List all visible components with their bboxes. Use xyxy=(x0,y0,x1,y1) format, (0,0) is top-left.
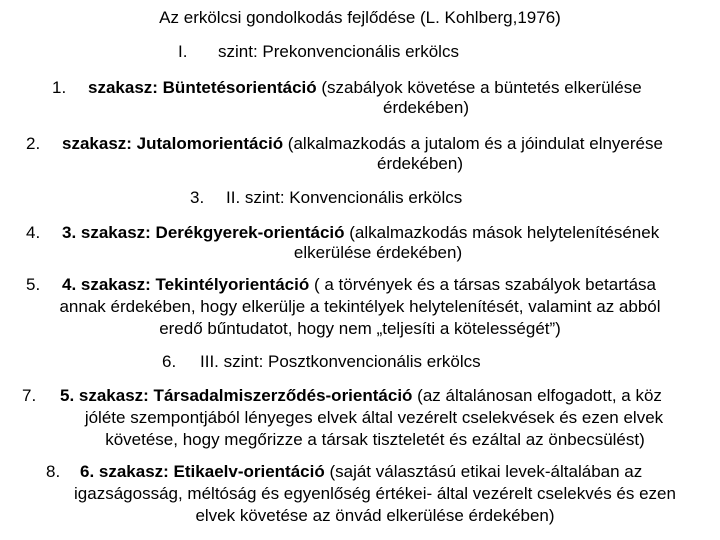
stage-1-name: szakasz: Büntetésorientáció xyxy=(88,78,317,97)
stage-6-line-3: elvek követése az önvád elkerülése érdekében) xyxy=(195,506,555,525)
stage-2-text xyxy=(62,134,663,154)
stage-4-line-3: eredő bűntudatot, hogy nem „teljesíti a kötelességét”) xyxy=(159,319,561,338)
stage-5-number: 7. xyxy=(22,386,37,405)
stage-5-desc: (az általánosan elfogadott, a köz xyxy=(412,386,662,405)
stage-6-text xyxy=(80,462,642,482)
level-1-heading: szint: Prekonvencionális erkölcs xyxy=(218,42,459,61)
stage-3-name: 3. szakasz: Derékgyerek-orientáció xyxy=(62,223,345,242)
stage-2-cont: érdekében) xyxy=(376,154,463,173)
stage-2-name: szakasz: Jutalomorientáció xyxy=(62,134,284,153)
stage-5-line-2: jóléte szempontjából lényeges elvek által vezérelt cselekvések és ezen elvek xyxy=(84,408,664,427)
stage-6-line-2: igazságosság, méltóság és egyenlőség értékei- által vezérelt cselekvés és ezen xyxy=(74,484,676,503)
stage-4-desc: ( a törvények és a társas szabályok betartása xyxy=(309,275,657,294)
stage-5-name: 5. szakasz: Társadalmiszerződés-orientáció xyxy=(60,386,413,405)
stage-3-desc: (alkalmazkodás mások helytelenítésének xyxy=(344,223,660,242)
stage-1-desc: (szabályok követése a büntetés elkerülése xyxy=(316,78,642,97)
stage-1-cont: érdekében) xyxy=(382,98,469,117)
level-2-number: 3. xyxy=(190,188,205,207)
stage-5-line-3: követése, hogy megőrizze a társak tiszteletét és ezáltal az önbecsülést) xyxy=(105,430,645,449)
title-text: Az erkölcsi gondolkodás fejlődése (L. Kohlberg,1976) xyxy=(159,8,561,27)
stage-6-name: 6. szakasz: Etikaelv-orientáció xyxy=(80,462,325,481)
stage-4-number: 5. xyxy=(26,275,41,294)
stage-4-line-2: annak érdekében, hogy elkerülje a tekintélyek helytelenítését, valamint az abból xyxy=(59,297,661,316)
level-3-number: 6. xyxy=(162,352,177,371)
stage-3-number: 4. xyxy=(26,223,41,242)
stage-2-number: 2. xyxy=(26,134,41,153)
stage-5-text xyxy=(60,386,662,406)
stage-1-number: 1. xyxy=(52,78,67,97)
level-2-heading: II. szint: Konvencionális erkölcs xyxy=(226,188,463,207)
stage-6-desc: (saját választású etikai levek-általában az xyxy=(324,462,643,481)
stage-1-text xyxy=(88,78,642,98)
stage-4-name: 4. szakasz: Tekintélyorientáció xyxy=(62,275,310,294)
stage-2-desc: (alkalmazkodás a jutalom és a jóindulat elnyerése xyxy=(283,134,663,153)
stage-6-number: 8. xyxy=(46,462,61,481)
level-3-heading: III. szint: Posztkonvencionális erkölcs xyxy=(200,352,481,371)
stage-3-cont: elkerülése érdekében) xyxy=(293,243,463,262)
page-title xyxy=(0,8,720,28)
stage-4-text xyxy=(62,275,656,295)
stage-3-text xyxy=(62,223,659,243)
level-1-number: I. xyxy=(178,42,188,61)
